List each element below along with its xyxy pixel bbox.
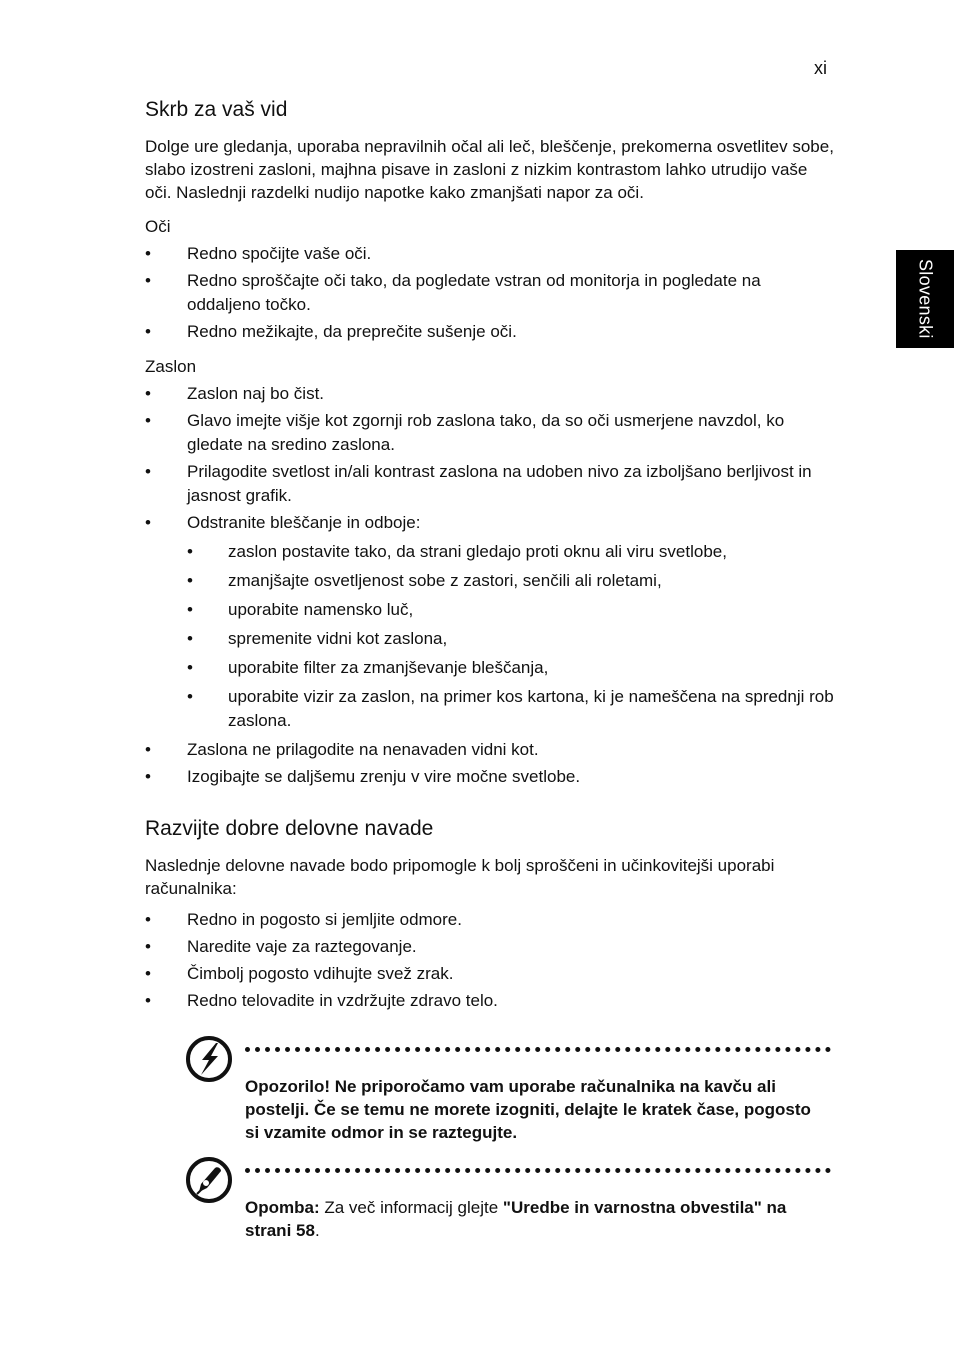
list-item: • Naredite vaje za raztegovanje. <box>145 935 835 959</box>
list-item: • Redno mežikajte, da preprečite sušenje oči. <box>145 320 835 344</box>
lightning-warning-icon <box>185 1035 233 1083</box>
list-item: • Zaslon naj bo čist. <box>145 382 835 406</box>
bullet-icon: • <box>187 658 193 677</box>
note-reference-link[interactable]: "Uredbe in varnostna obvestila" na strani 58 <box>245 1198 787 1240</box>
page-number: xi <box>814 58 827 78</box>
bullet-icon: • <box>187 571 193 590</box>
note-text <box>245 1196 815 1242</box>
list-item: • Redno in pogosto si jemljite odmore. <box>145 908 835 932</box>
list-item: • Redno sproščajte oči tako, da pogledate vstran od monitorja in pogledate na oddaljeno točko. <box>145 271 761 314</box>
sublist-item: • spremenite vidni kot zaslona, <box>187 627 835 651</box>
bullet-icon: • <box>145 937 151 956</box>
note-end: . <box>314 1221 320 1240</box>
bullet-icon: • <box>187 687 193 706</box>
list-item: • Redno telovadite in vzdržujte zdravo telo. <box>145 989 835 1013</box>
list-item: • Glavo imejte višje kot zgornji rob zaslona tako, da so oči usmerjene navzdol, ko gledate na sredino zaslona. <box>145 411 785 454</box>
bullet-icon: • <box>145 244 151 263</box>
sublist-item: • uporabite filter za zmanjševanje bleščanja, <box>187 656 835 680</box>
bullet-icon: • <box>187 629 193 648</box>
work-habits-intro: Naslednje delovne navade bodo pripomogle k bolj sproščeni in učinkovitejši uporabi računalnika: <box>145 856 775 898</box>
bullet-icon: • <box>145 411 151 430</box>
eyes-list <box>145 242 835 344</box>
bullet-icon: • <box>145 910 151 929</box>
section-title-eye-care: Skrb za vaš vid <box>145 98 288 121</box>
bullet-icon: • <box>187 600 193 619</box>
sublist-item: • zaslon postavite tako, da strani gledajo proti oknu ali viru svetlobe, <box>187 540 835 564</box>
divider <box>245 1168 831 1173</box>
list-item: • Izogibajte se daljšemu zrenju v vire močne svetlobe. <box>145 765 835 789</box>
section-title-work-habits: Razvijte dobre delovne navade <box>145 817 434 840</box>
bullet-icon: • <box>145 462 151 481</box>
divider <box>245 1047 831 1052</box>
glare-sublist <box>187 540 835 733</box>
work-habits-list <box>145 908 835 1013</box>
bullet-icon: • <box>145 322 151 341</box>
bullet-icon: • <box>145 740 151 759</box>
list-item: • Prilagodite svetlost in/ali kontrast zaslona na udoben nivo za izboljšano berljivost in jasnost grafik. <box>145 462 812 505</box>
list-item: • Redno spočijte vaše oči. <box>145 242 835 266</box>
warning-text: Opozorilo! Ne priporočamo vam uporabe računalnika na kavču ali postelji. Če se temu ne morete izogniti, delajte le kratek čase, pogosto si vzamite odmor in se raztegujte. <box>245 1077 811 1142</box>
list-item: • Odstranite bleščanje in odboje: • zaslon postavite tako, da strani gledajo proti oknu ali viru svetlobe, • zmanjšajte osvetljenost sobe z zastori, senčili ali roletami, • uporabite namensko luč, • spremenite vidni kot zaslona, • uporabite filter za zmanjševanje bleščanja, • uporabite vizir za zaslon, na primer kos kartona, ki je nameščena na sprednji rob zaslona. <box>145 511 835 733</box>
note-label: Opomba: <box>245 1198 320 1217</box>
bullet-icon: • <box>145 991 151 1010</box>
bullet-icon: • <box>145 964 151 983</box>
bullet-icon: • <box>145 271 151 290</box>
bullet-icon: • <box>145 513 151 532</box>
pen-note-icon <box>185 1156 233 1204</box>
list-item: • Zaslona ne prilagodite na nenavaden vidni kot. <box>145 738 835 762</box>
note-body: Za več informacij glejte <box>319 1198 503 1217</box>
screen-label: Zaslon <box>145 357 197 376</box>
list-item: • Čimbolj pogosto vdihujte svež zrak. <box>145 962 835 986</box>
language-tab: Slovenski <box>896 250 954 348</box>
bullet-icon: • <box>145 767 151 786</box>
eyes-label: Oči <box>145 217 171 236</box>
screen-list <box>145 382 835 789</box>
eye-care-intro: Dolge ure gledanja, uporaba nepravilnih očal ali leč, bleščenje, prekomerna osvetlitev sobe, slabo izostreni zasloni, majhna pisave in zasloni z nizkim kontrastom lahko utrudijo vaše oči. Naslednji razdelki nudijo napotke kako zmanjšati napor za oči. <box>145 137 834 202</box>
bullet-icon: • <box>145 384 151 403</box>
main-content <box>145 96 835 1016</box>
sublist-item: • uporabite namensko luč, <box>187 598 835 622</box>
sublist-item: • uporabite vizir za zaslon, na primer kos kartona, ki je nameščena na sprednji rob zaslona. <box>187 687 834 730</box>
sublist-item: • zmanjšajte osvetljenost sobe z zastori, senčili ali roletami, <box>187 569 835 593</box>
bullet-icon: • <box>187 542 193 561</box>
